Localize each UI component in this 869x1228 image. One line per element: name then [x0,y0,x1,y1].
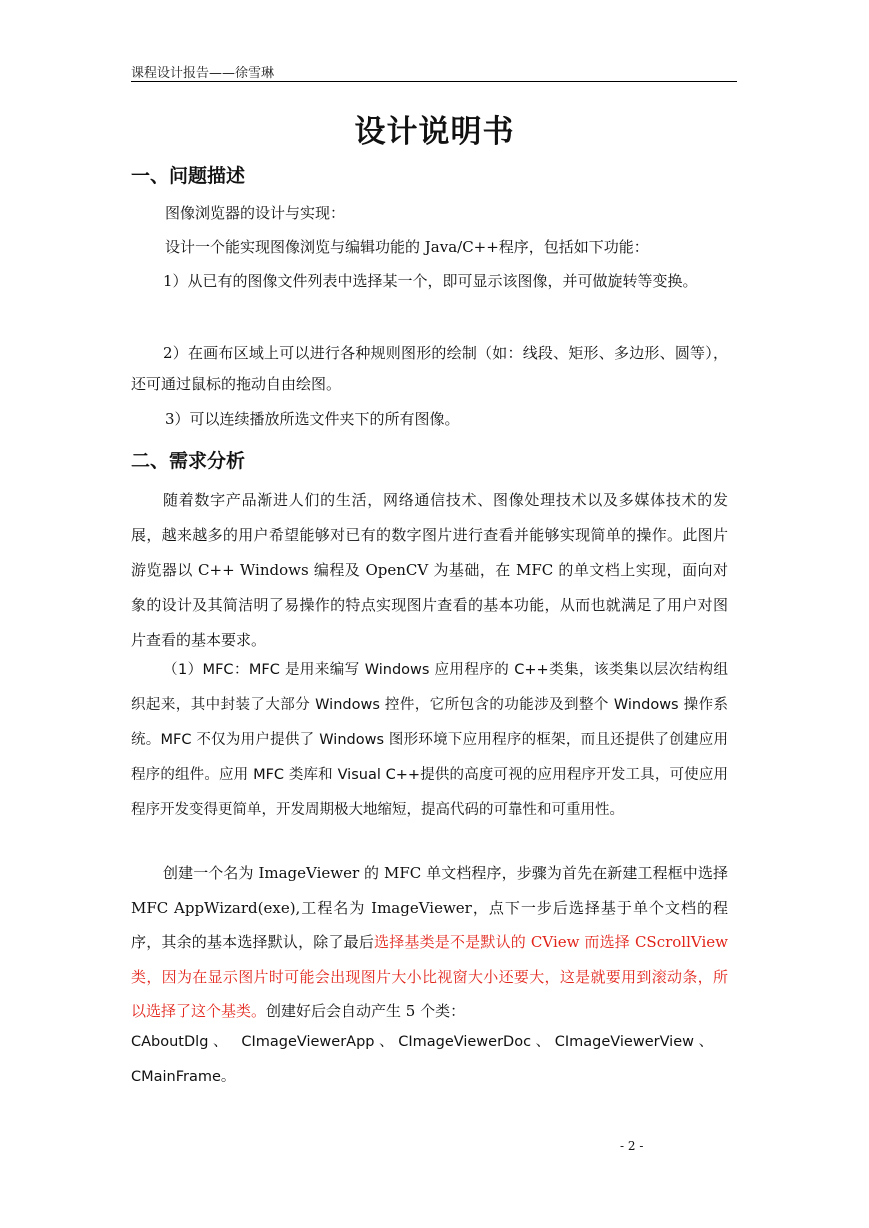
paragraph-3-text-a: 创建一个名为 ImageViewer 的 MFC 单文档程序，步骤为首先在新建工程框中选择 MFC AppWizard(exe),工程名为 ImageViewer，点下一步后选择基于单个文档的程序，其余的基本选择默认，除了最后 [131,864,728,951]
section-2-paragraph-3 [131,856,728,1029]
section-2-heading: 二、需求分析 [131,450,246,472]
header-divider [131,81,737,82]
page-title: 设计说明书 [354,114,515,150]
section-1-heading: 一、问题描述 [131,165,246,187]
class-list-last: CMainFrame。 [131,1069,236,1085]
section-2-paragraph-1: 随着数字产品渐进人们的生活，网络通信技术、图像处理技术以及多媒体技术的发展，越来越多的用户希望能够对已有的数字图片进行查看并能够实现简单的操作。此图片游览器以 C++ Windows 编程及 OpenCV 为基础，在 MFC 的单文档上实现，面向对象的设计及其简洁明了易操作的特点实现图片查看的基本功能，从而也就满足了用户对图片查看的基本要求。 [131,491,728,649]
class-list-line: CAboutDlg 、 CImageViewerApp 、 CImageViewerDoc 、 CImageViewerView 、 [131,1034,714,1050]
paragraph-3-text-b: 创建好后会自动产生 5 个类： [266,1002,466,1020]
section-1-line-1: 图像浏览器的设计与实现： [165,204,346,222]
section-1-item-3: 3）可以连续播放所选文件夹下的所有图像。 [165,410,460,428]
section-1-item-2: 2）在画布区域上可以进行各种规则图形的绘制（如：线段、矩形、多边形、圆等），还可通过鼠标的拖动自由绘图。 [131,344,728,393]
section-1-line-2: 设计一个能实现图像浏览与编辑功能的 Java/C++程序，包括如下功能： [165,238,649,256]
page-number: - 2 - [620,1139,644,1153]
section-2-paragraph-2-mfc: （1）MFC：MFC 是用来编写 Windows 应用程序的 C++类集，该类集以层次结构组织起来，其中封装了大部分 Windows 控件，它所包含的功能涉及到整个 Windows 操作系统。MFC 不仅为用户提供了 Windows 图形环境下应用程序的框架，而且还提供了创建应用程序的组件。应用 MFC 类库和 Visual C++提供的高度可视的应用程序开发工具，可使应用程序开发变得更简单，开发周期极大地缩短，提高代码的可靠性和可重用性。 [131,662,728,818]
paragraph-3-highlighted-text: 选择基类是不是默认的 CView 而选择 CScrollView 类，因为在显示图片时可能会出现图片大小比视窗大小还要大，这是就要用到滚动条，所以选择了这个基类。 [131,933,728,1020]
section-1-item-1: 1）从已有的图像文件列表中选择某一个，即可显示该图像，并可做旋转等变换。 [163,272,698,290]
running-header: 课程设计报告——徐雪琳 [131,66,275,81]
